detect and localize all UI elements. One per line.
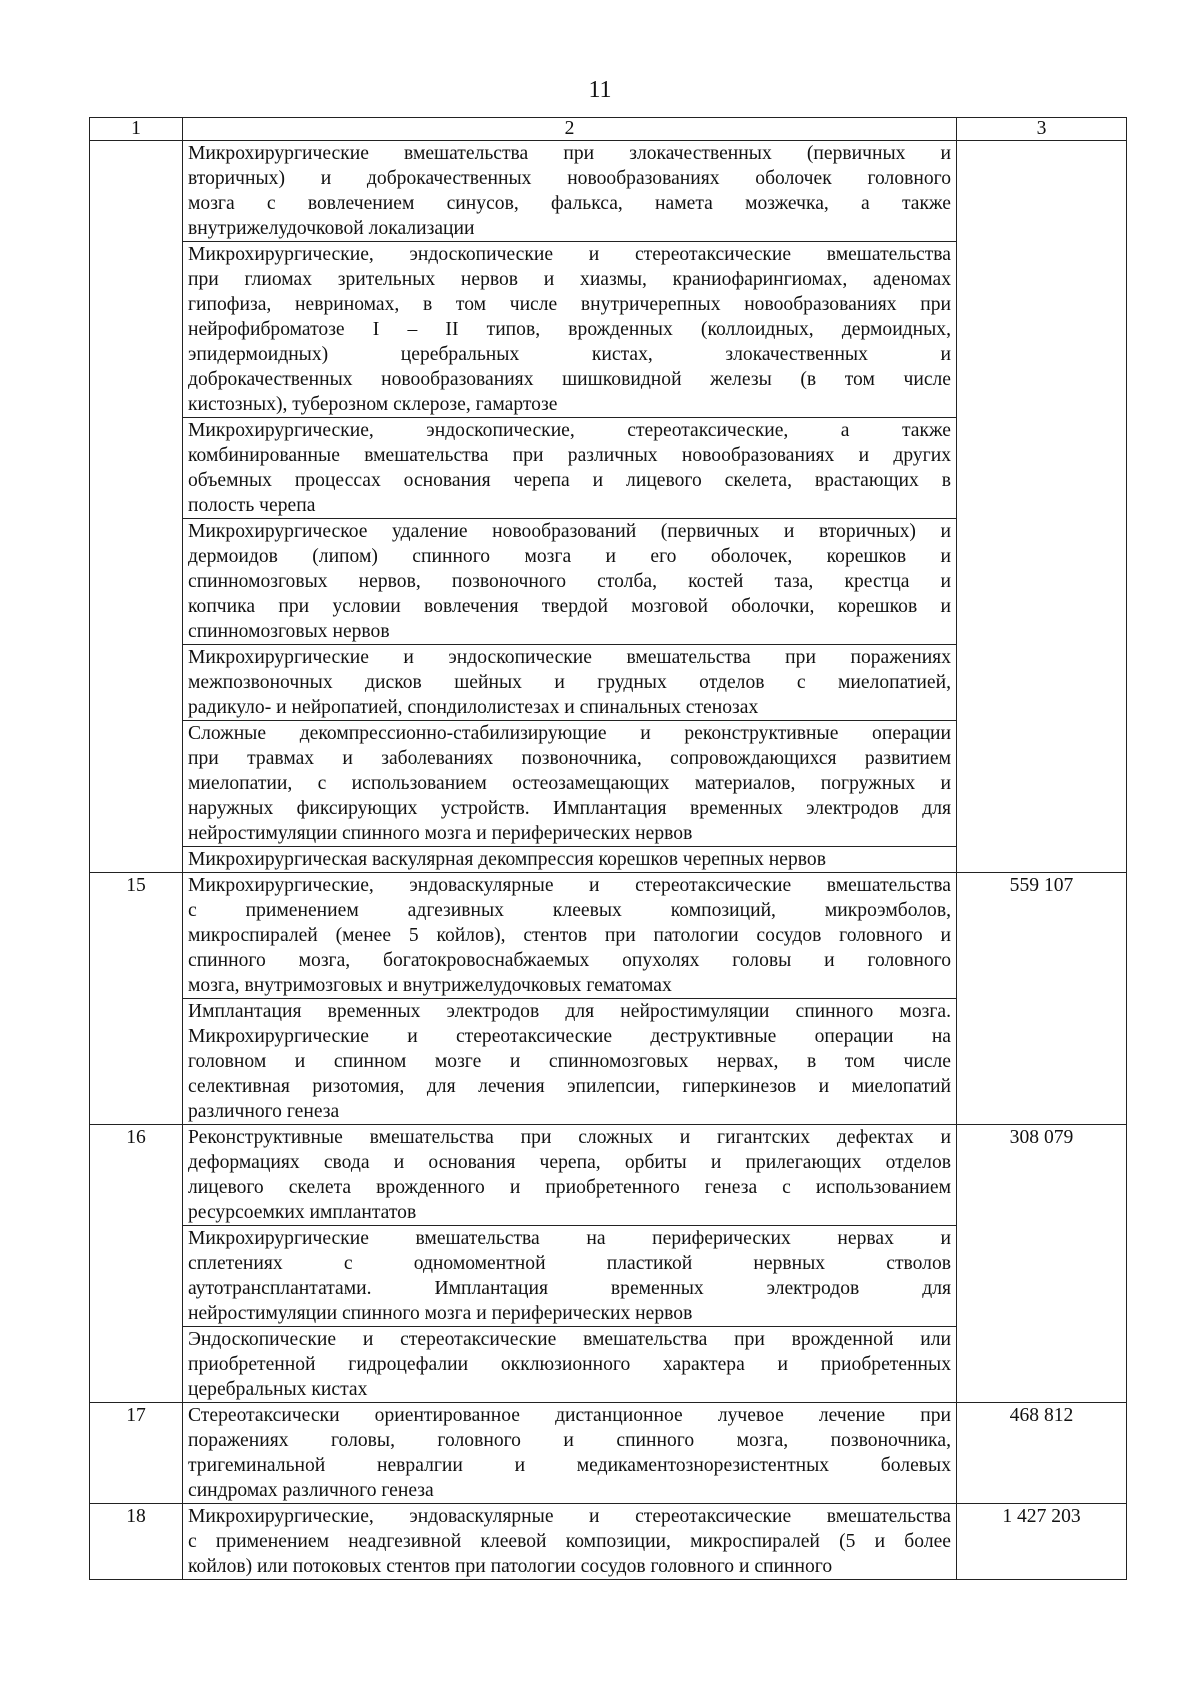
price-cell <box>957 1327 1127 1403</box>
description-line: Микрохирургические вмешательства на периферических нервах и <box>188 1228 951 1249</box>
description-line: сплетениях с одномоментной пластикой нервных стволов <box>188 1253 951 1274</box>
description-line: мозга с вовлечением синусов, фалькса, намета мозжечка, а также <box>188 193 951 214</box>
header-col-3: 3 <box>957 118 1127 141</box>
price-cell <box>957 242 1127 418</box>
description-line: межпозвоночных дисков шейных и грудных отделов с миелопатией, <box>188 672 951 693</box>
description-line: церебральных кистах <box>188 1379 368 1400</box>
description-line: гипофиза, невриномах, в том числе внутричерепных новообразованиях при <box>188 294 951 315</box>
table-row <box>90 1226 1127 1327</box>
description-line: Микрохирургические и эндоскопические вмешательства при поражениях <box>188 647 951 668</box>
row-number-cell <box>90 721 183 847</box>
description-line: копчика при условии вовлечения твердой мозговой оболочки, корешков и <box>188 596 951 617</box>
price-cell: 468 812 <box>957 1403 1127 1504</box>
procedure-description-cell <box>183 999 957 1125</box>
row-number-cell <box>90 645 183 721</box>
description-line: спинного мозга, богатокровоснабжаемых опухолях головы и головного <box>188 950 951 971</box>
description-line: Микрохирургическое удаление новообразований (первичных и вторичных) и <box>188 521 951 542</box>
price-cell <box>957 847 1127 873</box>
price-cell: 1 427 203 <box>957 1504 1127 1580</box>
procedure-description-cell <box>183 1504 957 1580</box>
page-number: 11 <box>588 77 612 103</box>
price-cell: 559 107 <box>957 873 1127 999</box>
price-cell <box>957 645 1127 721</box>
description-line: Имплантация временных электродов для нейростимуляции спинного мозга. <box>188 1001 951 1022</box>
table-row <box>90 1125 1127 1226</box>
procedure-description-cell <box>183 418 957 519</box>
description-line: Микрохирургические, эндоскопические, стереотаксические, а также <box>188 420 951 441</box>
description-line: эпидермоидных) церебральных кистах, злокачественных и <box>188 344 951 365</box>
header-col-2: 2 <box>183 118 957 141</box>
description-line: койлов) или потоковых стентов при патологии сосудов головного и спинного <box>188 1556 833 1577</box>
description-line: Реконструктивные вмешательства при сложных и гигантских дефектах и <box>188 1127 951 1148</box>
description-line: Микрохирургические и стереотаксические деструктивные операции на <box>188 1026 951 1047</box>
description-line: при глиомах зрительных нервов и хиазмы, краниофарингиомах, аденомах <box>188 269 951 290</box>
description-line: вторичных) и доброкачественных новообразованиях оболочек головного <box>188 168 951 189</box>
row-number-cell <box>90 1226 183 1327</box>
table-row <box>90 1504 1127 1580</box>
description-line: спинномозговых нервов <box>188 621 390 642</box>
procedure-description-cell <box>183 1125 957 1226</box>
procedure-description-cell <box>183 847 957 873</box>
procedure-description-cell <box>183 645 957 721</box>
table-row <box>90 645 1127 721</box>
description-line: с применением неадгезивной клеевой композиции, микроспиралей (5 и более <box>188 1531 951 1552</box>
description-line: Микрохирургические, эндоваскулярные и стереотаксические вмешательства <box>188 1506 951 1527</box>
table-row <box>90 1327 1127 1403</box>
table-row <box>90 1403 1127 1504</box>
description-line: Сложные декомпрессионно-стабилизирующие и реконструктивные операции <box>188 723 951 744</box>
procedure-description-cell <box>183 873 957 999</box>
description-line: лицевого скелета врожденного и приобретенного генеза с использованием <box>188 1177 951 1198</box>
description-line: мозга, внутримозговых и внутрижелудочковых гематомах <box>188 975 672 996</box>
price-cell <box>957 721 1127 847</box>
description-line: доброкачественных новообразованиях шишковидной железы (в том числе <box>188 369 951 390</box>
procedure-description-cell <box>183 721 957 847</box>
procedure-description-cell <box>183 519 957 645</box>
description-line: Микрохирургическая васкулярная декомпрессия корешков черепных нервов <box>188 849 826 870</box>
description-line: аутотрансплантатами. Имплантация временных электродов для <box>188 1278 951 1299</box>
description-line: ресурсоемких имплантатов <box>188 1202 417 1223</box>
table-header-row <box>90 118 1127 141</box>
description-line: полость черепа <box>188 495 316 516</box>
header-col-1: 1 <box>90 118 183 141</box>
table-row <box>90 721 1127 847</box>
row-number-cell <box>90 519 183 645</box>
table-row <box>90 519 1127 645</box>
row-number-cell <box>90 999 183 1125</box>
row-number-cell <box>90 847 183 873</box>
description-line: радикуло- и нейропатией, спондилолистезах и спинальных стенозах <box>188 697 759 718</box>
table-row <box>90 141 1127 242</box>
table-row <box>90 847 1127 873</box>
price-cell <box>957 418 1127 519</box>
row-number-cell: 15 <box>90 873 183 999</box>
description-line: поражениях головы, головного и спинного мозга, позвоночника, <box>188 1430 951 1451</box>
description-line: дермоидов (липом) спинного мозга и его оболочек, корешков и <box>188 546 951 567</box>
description-line: Микрохирургические, эндоваскулярные и стереотаксические вмешательства <box>188 875 951 896</box>
procedure-description-cell <box>183 242 957 418</box>
row-number-cell <box>90 418 183 519</box>
description-line: спинномозговых нервов, позвоночного столба, костей таза, крестца и <box>188 571 951 592</box>
procedures-table <box>89 117 1127 1580</box>
procedure-description-cell <box>183 1226 957 1327</box>
description-line: микроспиралей (менее 5 койлов), стентов при патологии сосудов головного и <box>188 925 951 946</box>
description-line: внутрижелудочковой локализации <box>188 218 475 239</box>
price-cell <box>957 1226 1127 1327</box>
price-cell <box>957 141 1127 242</box>
description-line: приобретенной гидроцефалии окклюзионного характера и приобретенных <box>188 1354 951 1375</box>
row-number-cell: 18 <box>90 1504 183 1580</box>
description-line: синдромах различного генеза <box>188 1480 434 1501</box>
description-line: Эндоскопические и стереотаксические вмешательства при врожденной или <box>188 1329 951 1350</box>
description-line: нейростимуляции спинного мозга и периферических нервов <box>188 823 693 844</box>
description-line: селективная ризотомия, для лечения эпилепсии, гиперкинезов и миелопатий <box>188 1076 951 1097</box>
price-cell <box>957 519 1127 645</box>
description-line: при травмах и заболеваниях позвоночника, сопровождающихся развитием <box>188 748 951 769</box>
table-row <box>90 418 1127 519</box>
procedure-description-cell <box>183 1327 957 1403</box>
description-line: Стереотаксически ориентированное дистанционное лучевое лечение при <box>188 1405 951 1426</box>
description-line: комбинированные вмешательства при различных новообразованиях и других <box>188 445 951 466</box>
row-number-cell: 16 <box>90 1125 183 1226</box>
procedure-description-cell <box>183 141 957 242</box>
description-line: различного генеза <box>188 1101 340 1122</box>
description-line: миелопатии, с использованием остеозамещающих материалов, погружных и <box>188 773 951 794</box>
price-cell: 308 079 <box>957 1125 1127 1226</box>
row-number-cell <box>90 141 183 242</box>
description-line: нейрофиброматозе I – II типов, врожденных (коллоидных, дермоидных, <box>188 319 951 340</box>
description-line: тригеминальной невралгии и медикаментознорезистентных болевых <box>188 1455 951 1476</box>
description-line: Микрохирургические, эндоскопические и стереотаксические вмешательства <box>188 244 951 265</box>
description-line: деформациях свода и основания черепа, орбиты и прилегающих отделов <box>188 1152 951 1173</box>
description-line: головном и спинном мозге и спинномозговых нервах, в том числе <box>188 1051 951 1072</box>
description-line: кистозных), туберозном склерозе, гамартозе <box>188 394 558 415</box>
description-line: наружных фиксирующих устройств. Имплантация временных электродов для <box>188 798 951 819</box>
row-number-cell: 17 <box>90 1403 183 1504</box>
table-row <box>90 999 1127 1125</box>
price-cell <box>957 999 1127 1125</box>
row-number-cell <box>90 242 183 418</box>
description-line: объемных процессах основания черепа и лицевого скелета, врастающих в <box>188 470 951 491</box>
description-line: с применением адгезивных клеевых композиций, микроэмболов, <box>188 900 951 921</box>
description-line: нейростимуляции спинного мозга и периферических нервов <box>188 1303 693 1324</box>
description-line: Микрохирургические вмешательства при злокачественных (первичных и <box>188 143 951 164</box>
procedure-description-cell <box>183 1403 957 1504</box>
table-row <box>90 873 1127 999</box>
table-row <box>90 242 1127 418</box>
row-number-cell <box>90 1327 183 1403</box>
